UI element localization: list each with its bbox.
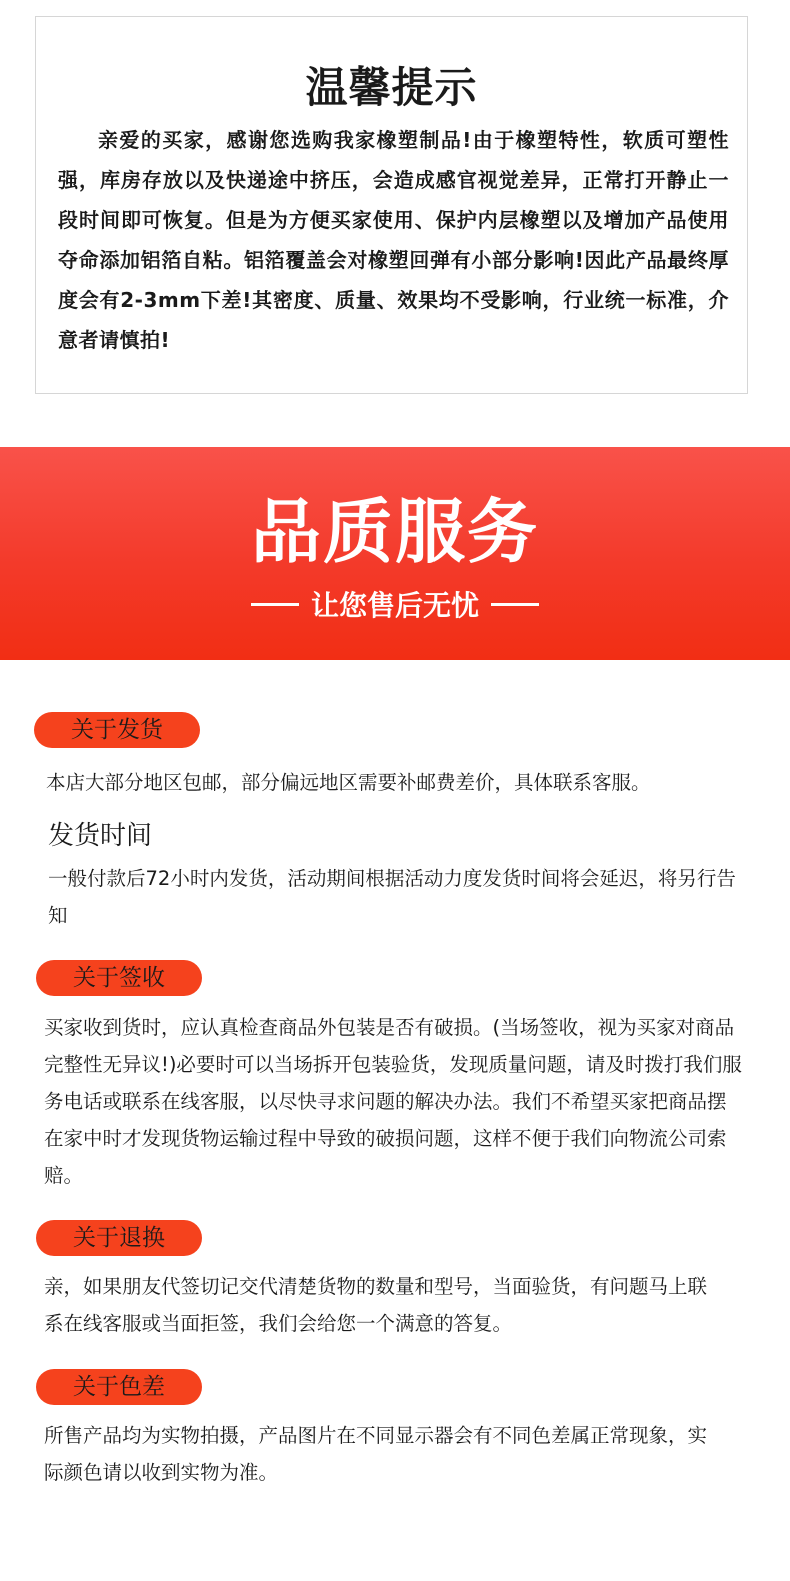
divider-left [251, 603, 299, 606]
banner-subtitle: 让您售后无忧 [310, 589, 479, 622]
notice-box [35, 16, 748, 394]
tag-receipt: 关于签收 [36, 960, 202, 996]
shipping-time-text: 一般付款后72小时内发货，活动期间根据活动力度发货时间将会延迟，将另行告知 [48, 867, 736, 927]
exchange-text: 亲，如果朋友代签切记交代清楚货物的数量和型号，当面验货，有问题马上联系在线客服或当面拒签，我们会给您一个满意的答复。 [44, 1275, 708, 1335]
banner-subtitle-row [0, 584, 790, 624]
shipping-time-heading: 发货时间 [48, 821, 153, 851]
shipping-text: 本店大部分地区包邮，部分偏远地区需要补邮费差价，具体联系客服。 [46, 771, 651, 794]
quality-service-banner [0, 447, 790, 660]
tag-shipping: 关于发货 [34, 712, 200, 748]
notice-body: 亲爱的买家，感谢您选购我家橡塑制品!由于橡塑特性，软质可塑性强，库房存放以及快递途中挤压，会造成感官视觉差异，正常打开静止一段时间即可恢复。但是为方便买家使用、保护内层橡塑以及增加产品使用夺命添加铝箔自粘。铝箔覆盖会对橡塑回弹有小部分影响!因此产品最终厚度会有2-3mm下差!其密度、质量、效果均不受影响，行业统一标准，介意者请慎拍! [58, 128, 729, 352]
color-difference-text: 所售产品均为实物拍摄，产品图片在不同显示器会有不同色差属正常现象，实际颜色请以收到实物为准。 [44, 1424, 708, 1484]
tag-color-difference: 关于色差 [36, 1369, 202, 1405]
tag-exchange: 关于退换 [36, 1220, 202, 1256]
banner-title: 品质服务 [251, 491, 539, 573]
receipt-text: 买家收到货时，应认真检查商品外包装是否有破损。(当场签收，视为买家对商品完整性无异议!)必要时可以当场拆开包装验货，发现质量问题，请及时拨打我们服务电话或联系在线客服，以尽快寻求问题的解决办法。我们不希望买家把商品摆在家中时才发现货物运输过程中导致的破损问题，这样不便于我们向物流公司索赔。 [44, 1016, 742, 1187]
notice-title: 温馨提示 [305, 63, 478, 112]
divider-right [491, 603, 539, 606]
